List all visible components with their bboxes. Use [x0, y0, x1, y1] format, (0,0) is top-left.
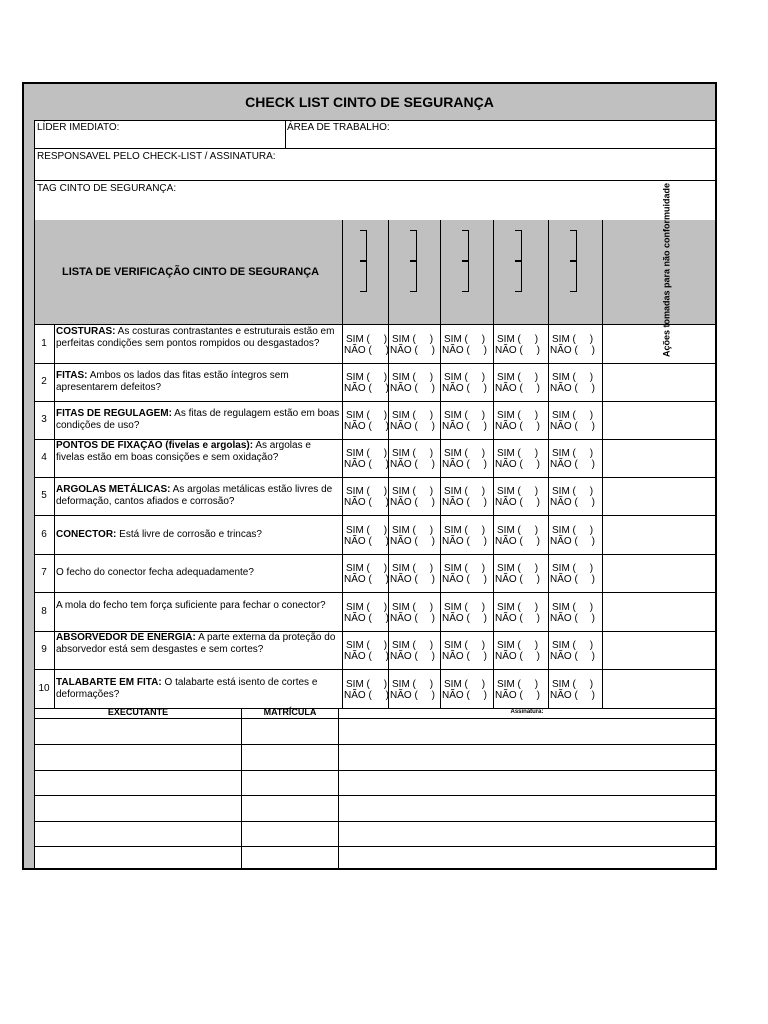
- item-question: [56, 529, 340, 541]
- nao-checkbox[interactable]: NÃO ( ): [390, 574, 435, 585]
- nao-checkbox[interactable]: NÃO ( ): [495, 497, 540, 508]
- item-text: Está livre de corrosão e trincas?: [116, 528, 262, 540]
- sim-checkbox[interactable]: SIM ( ): [444, 601, 486, 613]
- item-question: [56, 567, 340, 579]
- item-question: [56, 440, 340, 464]
- sim-checkbox[interactable]: SIM ( ): [552, 640, 594, 651]
- sim-checkbox[interactable]: SIM ( ): [552, 601, 594, 613]
- sim-checkbox[interactable]: SIM ( ): [346, 333, 388, 345]
- rule: [35, 821, 715, 822]
- row-rule: [35, 477, 715, 478]
- rule: [35, 846, 715, 847]
- nao-checkbox[interactable]: NÃO ( ): [550, 497, 595, 508]
- sim-checkbox[interactable]: SIM ( ): [444, 563, 486, 574]
- sim-checkbox[interactable]: SIM ( ): [497, 678, 539, 690]
- rule: [35, 180, 715, 181]
- nao-checkbox[interactable]: NÃO ( ): [390, 612, 435, 624]
- column-line: [241, 708, 242, 870]
- row-rule: [35, 592, 715, 593]
- sim-checkbox[interactable]: SIM ( ): [346, 448, 388, 459]
- item-title: FITAS DE REGULAGEM:: [56, 408, 172, 419]
- item-question: [56, 632, 340, 656]
- sim-checkbox[interactable]: SIM ( ): [497, 372, 539, 383]
- sim-checkbox[interactable]: SIM ( ): [346, 372, 388, 383]
- nao-checkbox[interactable]: NÃO ( ): [390, 689, 435, 701]
- row-rule: [35, 401, 715, 402]
- nao-checkbox[interactable]: NÃO ( ): [550, 612, 595, 624]
- sim-checkbox[interactable]: SIM ( ): [497, 410, 539, 421]
- field-divider: [285, 120, 286, 148]
- sim-checkbox[interactable]: SIM ( ): [392, 640, 434, 651]
- date-bracket: [360, 230, 367, 262]
- sim-checkbox[interactable]: SIM ( ): [392, 410, 434, 421]
- acoes-header: [615, 182, 719, 358]
- item-number: 8: [41, 605, 47, 617]
- item-title: TALABARTE EM FITA:: [56, 676, 162, 688]
- nao-checkbox[interactable]: NÃO ( ): [344, 651, 389, 662]
- column-line: [548, 220, 549, 708]
- date-bracket: [570, 230, 577, 262]
- nao-checkbox[interactable]: NÃO ( ): [390, 344, 435, 356]
- sim-checkbox[interactable]: SIM ( ): [552, 678, 594, 690]
- nao-checkbox[interactable]: NÃO ( ): [495, 689, 540, 701]
- item-text: As argolas e fivelas estão em boas consições e sem oxidação?: [56, 440, 311, 463]
- nao-checkbox[interactable]: NÃO ( ): [550, 383, 595, 394]
- nao-checkbox[interactable]: NÃO ( ): [344, 535, 389, 547]
- sim-checkbox[interactable]: SIM ( ): [392, 678, 434, 690]
- sim-checkbox[interactable]: SIM ( ): [444, 486, 486, 497]
- rule: [35, 795, 715, 796]
- sim-checkbox[interactable]: SIM ( ): [552, 448, 594, 459]
- nao-checkbox[interactable]: NÃO ( ): [390, 421, 435, 432]
- sim-checkbox[interactable]: SIM ( ): [497, 486, 539, 497]
- nao-checkbox[interactable]: NÃO ( ): [344, 383, 389, 394]
- nao-checkbox[interactable]: NÃO ( ): [495, 574, 540, 585]
- nao-checkbox[interactable]: NÃO ( ): [390, 651, 435, 662]
- item-question: [56, 484, 340, 508]
- item-number: 2: [41, 376, 47, 387]
- sim-checkbox[interactable]: SIM ( ): [444, 372, 486, 383]
- tag-cinto-label: TAG CINTO DE SEGURANÇA:: [37, 183, 177, 194]
- item-text: O talabarte está isento de cortes e deformações?: [56, 676, 318, 700]
- item-question: [56, 677, 340, 701]
- nao-checkbox[interactable]: NÃO ( ): [495, 612, 540, 624]
- item-title: COSTURAS:: [56, 325, 116, 337]
- item-title: FITAS:: [56, 370, 88, 381]
- item-question: [56, 326, 340, 350]
- sim-checkbox[interactable]: SIM ( ): [392, 601, 434, 613]
- sim-checkbox[interactable]: SIM ( ): [444, 524, 486, 536]
- nao-checkbox[interactable]: NÃO ( ): [344, 421, 389, 432]
- list-header: LISTA DE VERIFICAÇÃO CINTO DE SEGURANÇA: [62, 266, 320, 278]
- item-text: As costuras contrastantes e estruturais estão em perfeitas condições sem pontos rompidos ou desgastados?: [56, 325, 335, 349]
- nao-checkbox[interactable]: NÃO ( ): [344, 689, 389, 701]
- nao-checkbox[interactable]: NÃO ( ): [495, 651, 540, 662]
- item-number: 3: [41, 414, 47, 425]
- sim-checkbox[interactable]: SIM ( ): [444, 448, 486, 459]
- item-number: 9: [41, 644, 47, 655]
- column-line: [493, 220, 494, 708]
- sim-checkbox[interactable]: SIM ( ): [444, 410, 486, 421]
- item-text: O fecho do conector fecha adequadamente?: [56, 567, 254, 578]
- nao-checkbox[interactable]: NÃO ( ): [344, 344, 389, 356]
- nao-checkbox[interactable]: NÃO ( ): [442, 689, 487, 701]
- row-rule: [35, 554, 715, 555]
- date-bracket: [462, 260, 469, 292]
- item-question: [56, 408, 340, 432]
- sim-checkbox[interactable]: SIM ( ): [346, 410, 388, 421]
- nao-checkbox[interactable]: NÃO ( ): [390, 459, 435, 470]
- nao-checkbox[interactable]: NÃO ( ): [495, 344, 540, 356]
- nao-checkbox[interactable]: NÃO ( ): [344, 612, 389, 624]
- item-text: Ambos os lados das fitas estão íntegros sem apresentarem defeitos?: [56, 370, 289, 393]
- date-bracket: [515, 260, 522, 292]
- sim-checkbox[interactable]: SIM ( ): [497, 524, 539, 536]
- sim-checkbox[interactable]: SIM ( ): [392, 563, 434, 574]
- nao-checkbox[interactable]: NÃO ( ): [442, 651, 487, 662]
- sim-checkbox[interactable]: SIM ( ): [444, 333, 486, 345]
- item-question: [56, 600, 340, 612]
- item-text: A mola do fecho tem força suficiente para fechar o conector?: [56, 599, 326, 611]
- area-trabalho-label: ÁREA DE TRABALHO:: [287, 122, 390, 133]
- item-title: ARGOLAS METÁLICAS:: [56, 484, 171, 495]
- sim-checkbox[interactable]: SIM ( ): [346, 640, 388, 651]
- sim-checkbox[interactable]: SIM ( ): [346, 563, 388, 574]
- date-bracket: [410, 260, 417, 292]
- sim-checkbox[interactable]: SIM ( ): [346, 601, 388, 613]
- nao-checkbox[interactable]: NÃO ( ): [442, 497, 487, 508]
- acoes-header-text: Ações tomadas para não conformuidade: [661, 182, 672, 358]
- checklist-form: [22, 82, 717, 870]
- row-rule: [35, 363, 715, 364]
- assinatura-header: Assinatura:: [510, 709, 544, 715]
- nao-checkbox[interactable]: NÃO ( ): [442, 535, 487, 547]
- rule: [35, 718, 715, 719]
- sim-checkbox[interactable]: SIM ( ): [392, 486, 434, 497]
- item-number: 10: [38, 682, 50, 694]
- date-bracket: [515, 230, 522, 262]
- item-number: 6: [41, 528, 47, 540]
- nao-checkbox[interactable]: NÃO ( ): [550, 344, 595, 356]
- nao-checkbox[interactable]: NÃO ( ): [344, 574, 389, 585]
- sim-checkbox[interactable]: SIM ( ): [552, 486, 594, 497]
- nao-checkbox[interactable]: NÃO ( ): [344, 459, 389, 470]
- column-line: [602, 220, 603, 708]
- item-question: [56, 370, 340, 394]
- sim-checkbox[interactable]: SIM ( ): [552, 410, 594, 421]
- sim-checkbox[interactable]: SIM ( ): [497, 333, 539, 345]
- sim-checkbox[interactable]: SIM ( ): [552, 563, 594, 574]
- sim-checkbox[interactable]: SIM ( ): [346, 678, 388, 690]
- nao-checkbox[interactable]: NÃO ( ): [442, 344, 487, 356]
- column-line: [54, 324, 55, 708]
- executante-header: EXECUTANTE: [107, 707, 169, 717]
- column-line: [440, 220, 441, 708]
- item-text: A parte externa da proteção do absorvedor está sem desgastes e sem cortes?: [56, 632, 336, 655]
- column-line: [342, 220, 343, 708]
- nao-checkbox[interactable]: NÃO ( ): [344, 497, 389, 508]
- nao-checkbox[interactable]: NÃO ( ): [442, 459, 487, 470]
- nao-checkbox[interactable]: NÃO ( ): [495, 421, 540, 432]
- column-line: [338, 708, 339, 870]
- sim-checkbox[interactable]: SIM ( ): [392, 372, 434, 383]
- sim-checkbox[interactable]: SIM ( ): [497, 640, 539, 651]
- item-title: PONTOS DE FIXAÇÃO (fivelas e argolas):: [56, 440, 254, 451]
- sim-checkbox[interactable]: SIM ( ): [444, 678, 486, 690]
- item-number: 5: [41, 490, 47, 501]
- nao-checkbox[interactable]: NÃO ( ): [550, 574, 595, 585]
- sim-checkbox[interactable]: SIM ( ): [497, 563, 539, 574]
- nao-checkbox[interactable]: NÃO ( ): [550, 651, 595, 662]
- date-bracket: [410, 230, 417, 262]
- item-text: As fitas de regulagem estão em boas condições de uso?: [56, 408, 340, 431]
- sim-checkbox[interactable]: SIM ( ): [392, 333, 434, 345]
- nao-checkbox[interactable]: NÃO ( ): [550, 459, 595, 470]
- row-rule: [35, 669, 715, 670]
- sim-checkbox[interactable]: SIM ( ): [392, 524, 434, 536]
- nao-checkbox[interactable]: NÃO ( ): [550, 421, 595, 432]
- rule: [35, 770, 715, 771]
- row-rule: [35, 515, 715, 516]
- nao-checkbox[interactable]: NÃO ( ): [495, 383, 540, 394]
- rule: [35, 744, 715, 745]
- nao-checkbox[interactable]: NÃO ( ): [442, 421, 487, 432]
- sim-checkbox[interactable]: SIM ( ): [497, 448, 539, 459]
- nao-checkbox[interactable]: NÃO ( ): [495, 535, 540, 547]
- sim-checkbox[interactable]: SIM ( ): [346, 486, 388, 497]
- item-title: CONECTOR:: [56, 528, 117, 540]
- lider-imediato-label: LÍDER IMEDIATO:: [37, 122, 120, 133]
- nao-checkbox[interactable]: NÃO ( ): [550, 689, 595, 701]
- nao-checkbox[interactable]: NÃO ( ): [495, 459, 540, 470]
- item-title: ABSORVEDOR DE ENERGIA:: [56, 632, 196, 643]
- item-text: As argolas metálicas estão livres de deformação, cantos afiados e corrosão?: [56, 484, 333, 507]
- nao-checkbox[interactable]: NÃO ( ): [390, 383, 435, 394]
- sim-checkbox[interactable]: SIM ( ): [497, 601, 539, 613]
- date-bracket: [360, 260, 367, 292]
- sim-checkbox[interactable]: SIM ( ): [552, 372, 594, 383]
- sim-checkbox[interactable]: SIM ( ): [392, 448, 434, 459]
- matricula-header: MATRÍCULA: [263, 707, 317, 717]
- sim-checkbox[interactable]: SIM ( ): [346, 524, 388, 536]
- item-number: 4: [41, 452, 47, 463]
- nao-checkbox[interactable]: NÃO ( ): [442, 612, 487, 624]
- sim-checkbox[interactable]: SIM ( ): [444, 640, 486, 651]
- sim-checkbox[interactable]: SIM ( ): [552, 333, 594, 345]
- nao-checkbox[interactable]: NÃO ( ): [390, 535, 435, 547]
- rule: [35, 148, 715, 149]
- nao-checkbox[interactable]: NÃO ( ): [442, 574, 487, 585]
- responsavel-label: RESPONSAVEL PELO CHECK-LIST / ASSINATURA:: [37, 151, 276, 162]
- sim-checkbox[interactable]: SIM ( ): [552, 524, 594, 536]
- nao-checkbox[interactable]: NÃO ( ): [442, 383, 487, 394]
- item-number: 7: [41, 567, 47, 578]
- nao-checkbox[interactable]: NÃO ( ): [390, 497, 435, 508]
- item-number: 1: [41, 337, 47, 349]
- date-bracket: [570, 260, 577, 292]
- form-title: CHECK LIST CINTO DE SEGURANÇA: [24, 84, 715, 121]
- date-bracket: [462, 230, 469, 262]
- nao-checkbox[interactable]: NÃO ( ): [550, 535, 595, 547]
